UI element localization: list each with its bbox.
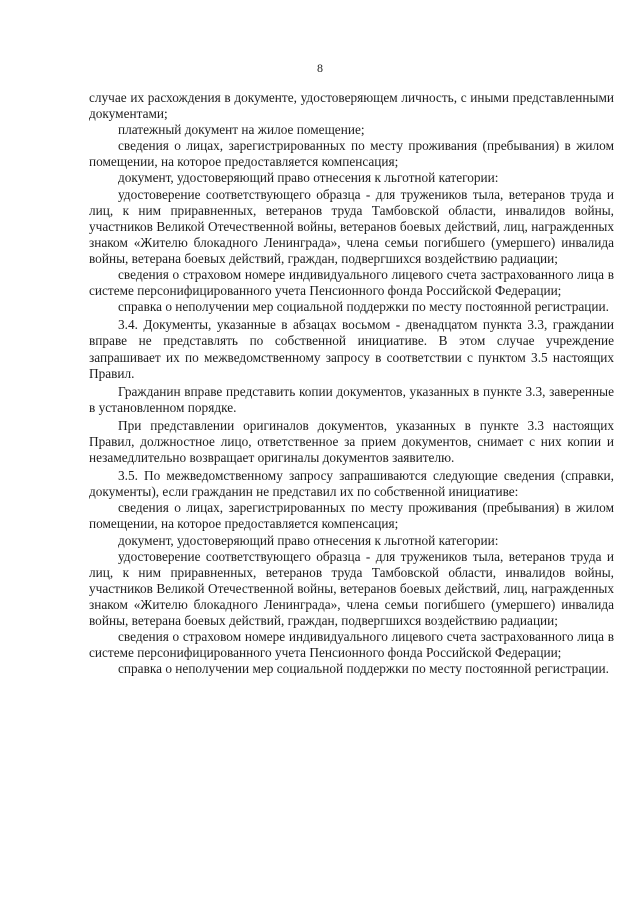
paragraph: сведения о лицах, зарегистрированных по месту проживания (пребывания) в жилом помещении, на которое предоставляется компенсация; [89,138,614,170]
paragraph: удостоверение соответствующего образца - для тружеников тыла, ветеранов труда и лиц, к ним приравненных, ветеранов труда Тамбовской области, инвалидов войны, участников Великой Отечественной войны, ветеранов боевых действий, лиц, награжденных знаком «Жителю блокадного Ленинграда», члена семьи погибшего (умершего) инвалида войны, ветерана боевых действий, граждан, подвергшихся воздействию радиации; [89,548,614,628]
paragraph: 3.5. По межведомственному запросу запрашиваются следующие сведения (справки, документы), если гражданин не представил их по собственной инициативе: [89,468,614,500]
paragraph: удостоверение соответствующего образца - для тружеников тыла, ветеранов труда и лиц, к ним приравненных, ветеранов труда Тамбовской области, инвалидов войны, участников Великой Отечественной войны, ветеранов боевых действий, лиц, награжденных знаком «Жителю блокадного Ленинграда», члена семьи погибшего (умершего) инвалида войны, ветерана боевых действий, граждан, подвергшихся воздействию радиации; [89,186,614,266]
paragraph: документ, удостоверяющий право отнесения к льготной категории: [118,170,499,186]
paragraph: случае их расхождения в документе, удостоверяющем личность, с иными представленными документами; [89,90,614,122]
paragraph: 3.4. Документы, указанные в абзацах восьмом - двенадцатом пункта 3.3, граждании вправе не представлять по собственной инициативе. В этом случае учреждение запрашивает их по межведомственному запросу в соответствии с пунктом 3.5 настоящих Правил. [89,317,614,381]
paragraph: Гражданин вправе представить копии документов, указанных в пункте 3.3, заверенные в установленном порядке. [89,383,614,415]
paragraph: сведения о страховом номере индивидуального лицевого счета застрахованного лица в системе персонифицированного учета Пенсионного фонда Российской Федерации; [89,267,614,299]
paragraph: справка о неполучении мер социальной поддержки по месту постоянной регистрации. [118,299,609,315]
paragraph: справка о неполучении мер социальной поддержки по месту постоянной регистрации. [118,661,609,677]
paragraph: При представлении оригиналов документов, указанных в пункте 3.3 настоящих Правил, должностное лицо, ответственное за прием документов, снимает с них копии и незамедлительно возвращает оригиналы документов заявителю. [89,417,614,466]
paragraph: сведения о страховом номере индивидуального лицевого счета застрахованного лица в системе персонифицированного учета Пенсионного фонда Российской Федерации; [89,629,614,661]
paragraph: платежный документ на жилое помещение; [118,122,365,138]
document-body [89,90,614,677]
paragraph: документ, удостоверяющий право отнесения к льготной категории: [118,532,499,548]
page-number: 8 [317,61,323,75]
paragraph: сведения о лицах, зарегистрированных по месту проживания (пребывания) в жилом помещении, на которое предоставляется компенсация; [89,500,614,532]
